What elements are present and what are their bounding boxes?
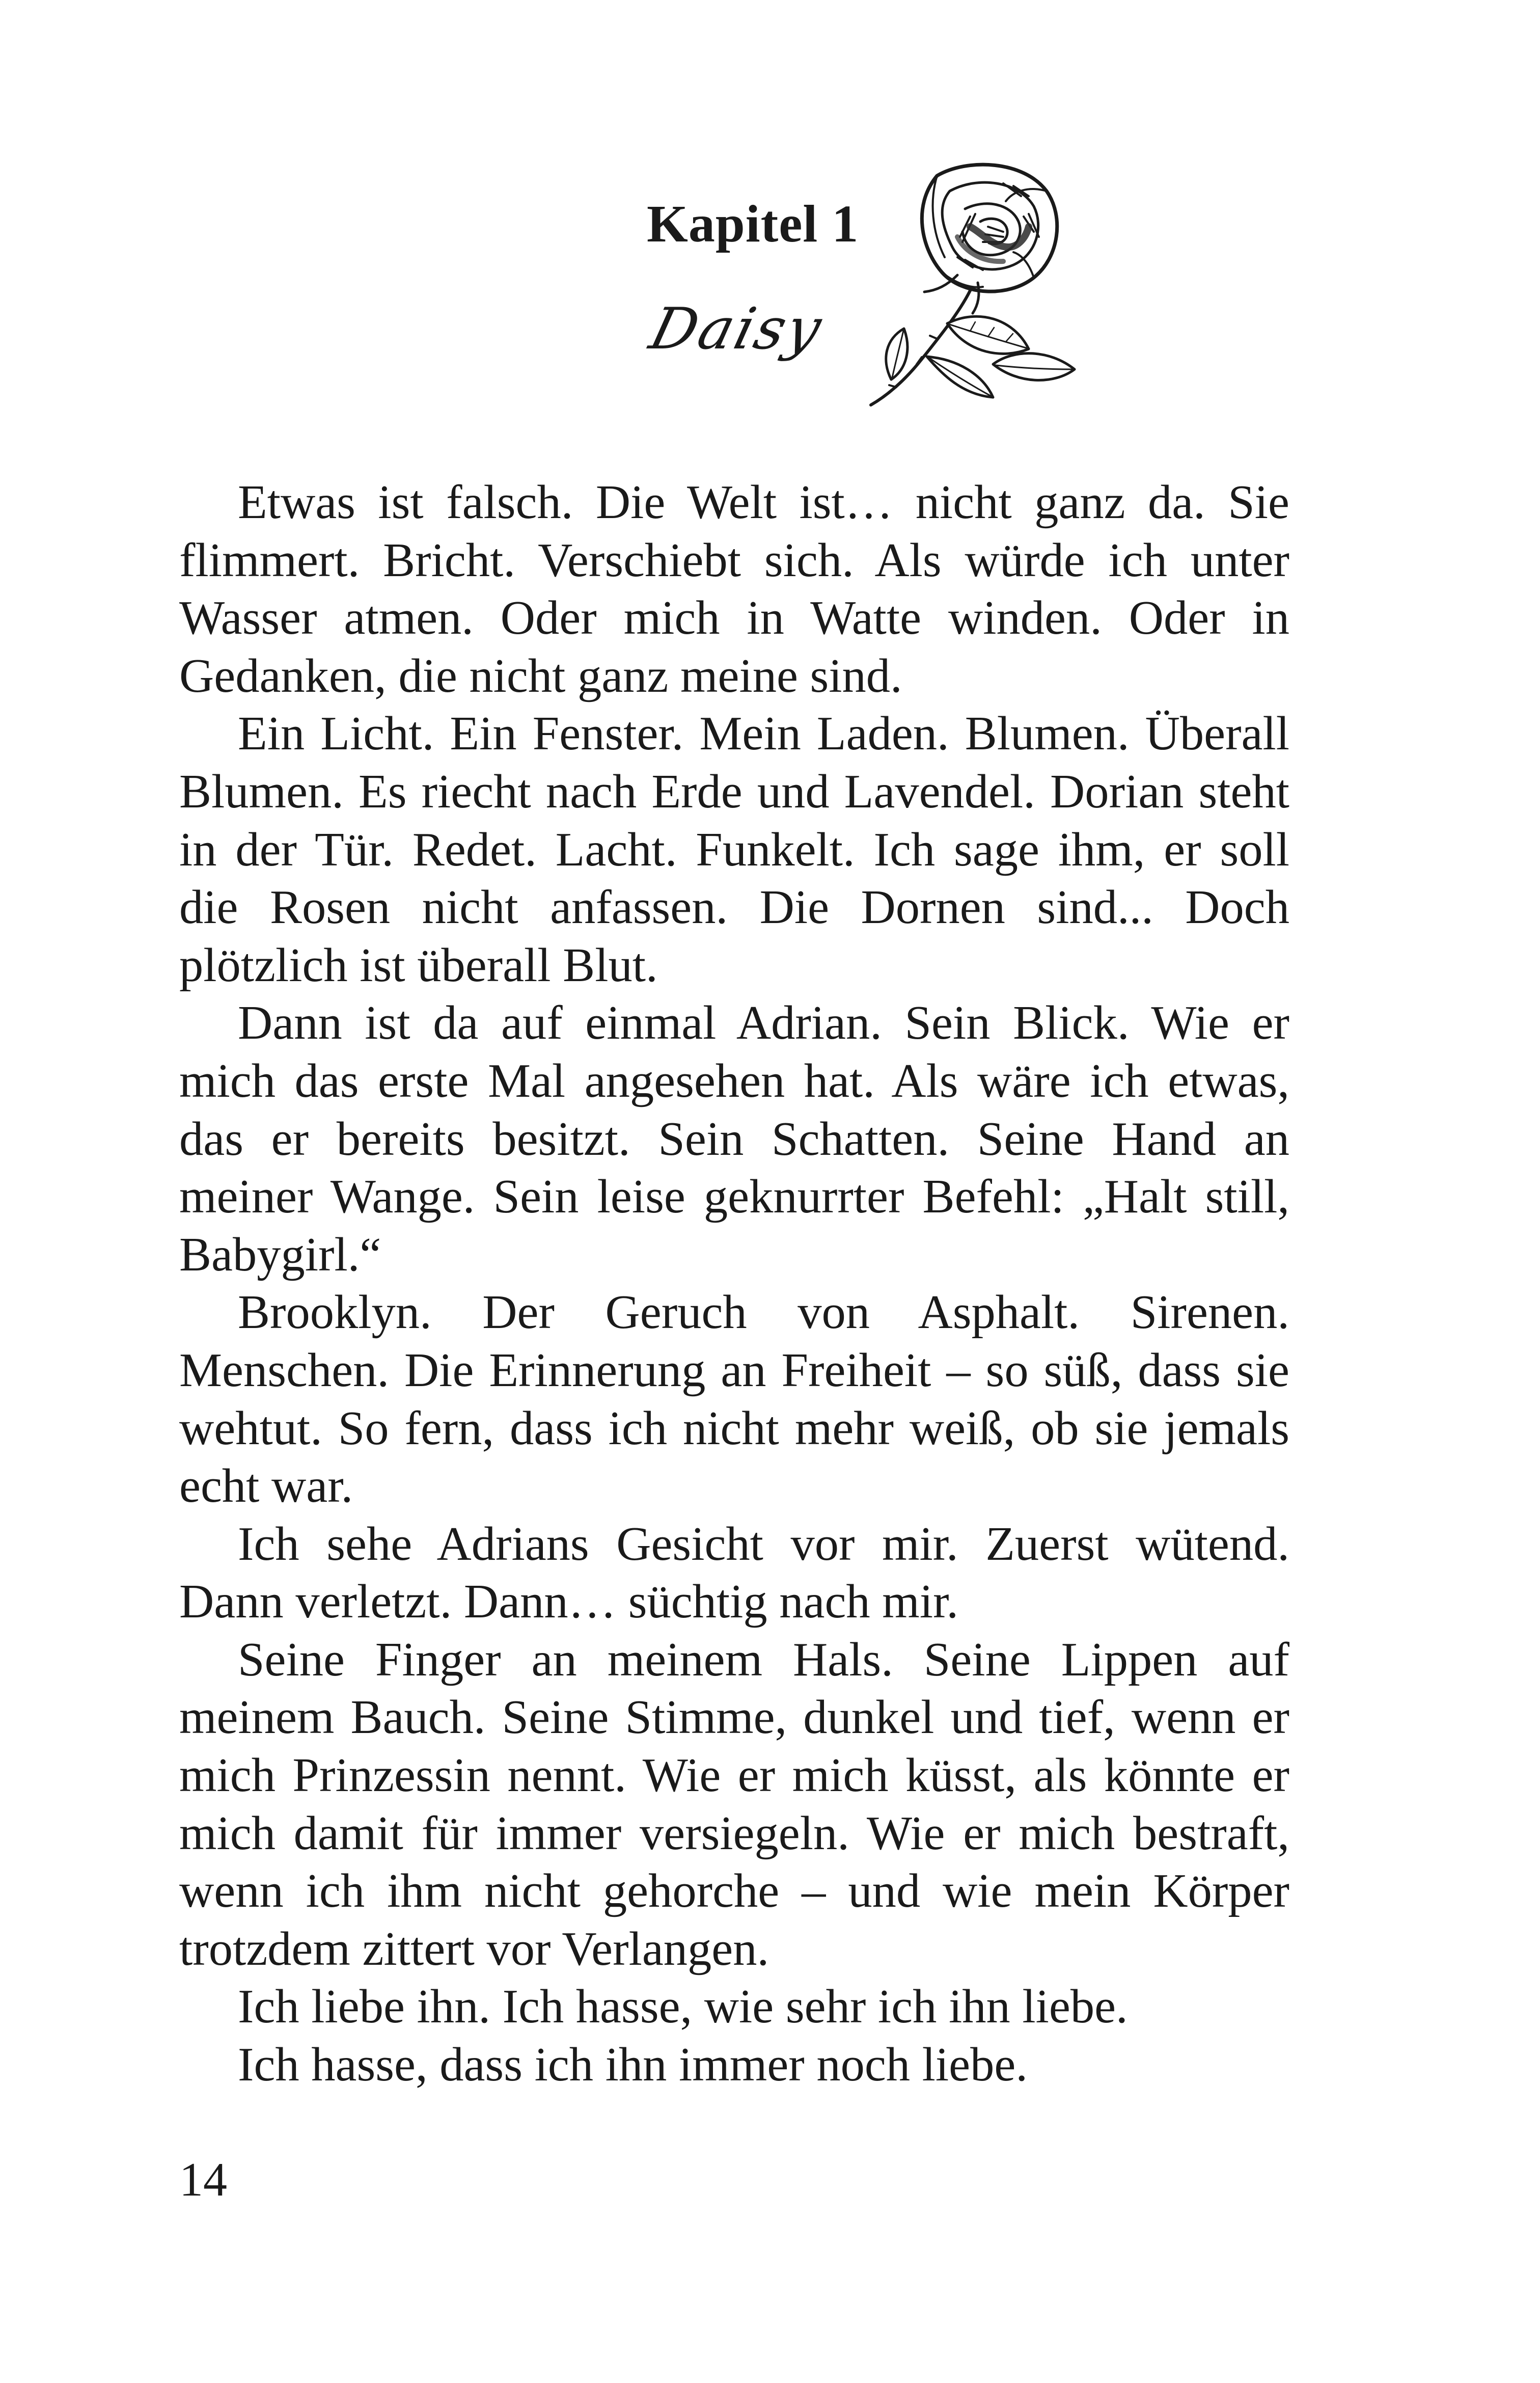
paragraph: Dann ist da auf einmal Adrian. Sein Blick. Wie er mich das erste Mal angesehen hat. Als wäre ich etwas, das er bereits besitzt. Sein Schatten. Seine Hand an meiner Wange. Sein leise geknurrter Befehl: „Halt still, Babygirl.“ xyxy=(179,996,1289,1281)
pov-character-name: Daisy xyxy=(643,296,830,362)
paragraph: Seine Finger an meinem Hals. Seine Lippen auf meinem Bauch. Seine Stimme, dunkel und tief, wenn er mich Prinzessin nennt. Wie er mich küsst, als könnte er mich damit für immer versiegeln. Wie er mich bestraft, wenn ich ihm nicht gehorche – und wie mein Körper trotzdem zittert vor Verlangen. xyxy=(179,1633,1289,1975)
paragraph: Ich liebe ihn. Ich hasse, wie sehr ich ihn liebe. xyxy=(238,1980,1128,2034)
paragraph: Etwas ist falsch. Die Welt ist… nicht ganz da. Sie flimmert. Bricht. Verschiebt sich. Als würde ich unter Wasser atmen. Oder mich in Watte winden. Oder in Gedanken, die nicht ganz meine sind. xyxy=(179,476,1289,702)
chapter-body xyxy=(179,474,1289,2094)
rose-icon xyxy=(861,155,1090,410)
paragraph: Ein Licht. Ein Fenster. Mein Laden. Blumen. Überall Blumen. Es riecht nach Erde und Lavendel. Dorian steht in der Tür. Redet. Lacht. Funkelt. Ich sage ihm, er soll die Rosen nicht anfassen. Die Dornen sind... Doch plötzlich ist überall Blut. xyxy=(179,707,1289,992)
paragraph: Brooklyn. Der Geruch von Asphalt. Sirenen. Menschen. Die Erinnerung an Freiheit – so süß, dass sie wehtut. So fern, dass ich nicht mehr weiß, ob sie jemals echt war. xyxy=(179,1286,1289,1513)
paragraph: Ich hasse, dass ich ihn immer noch liebe. xyxy=(238,2038,1028,2092)
chapter-title: Kapitel 1 xyxy=(647,195,859,253)
page-number: 14 xyxy=(179,2153,227,2206)
paragraph: Ich sehe Adrians Gesicht vor mir. Zuerst wütend. Dann verletzt. Dann… süchtig nach mir. xyxy=(179,1517,1289,1629)
